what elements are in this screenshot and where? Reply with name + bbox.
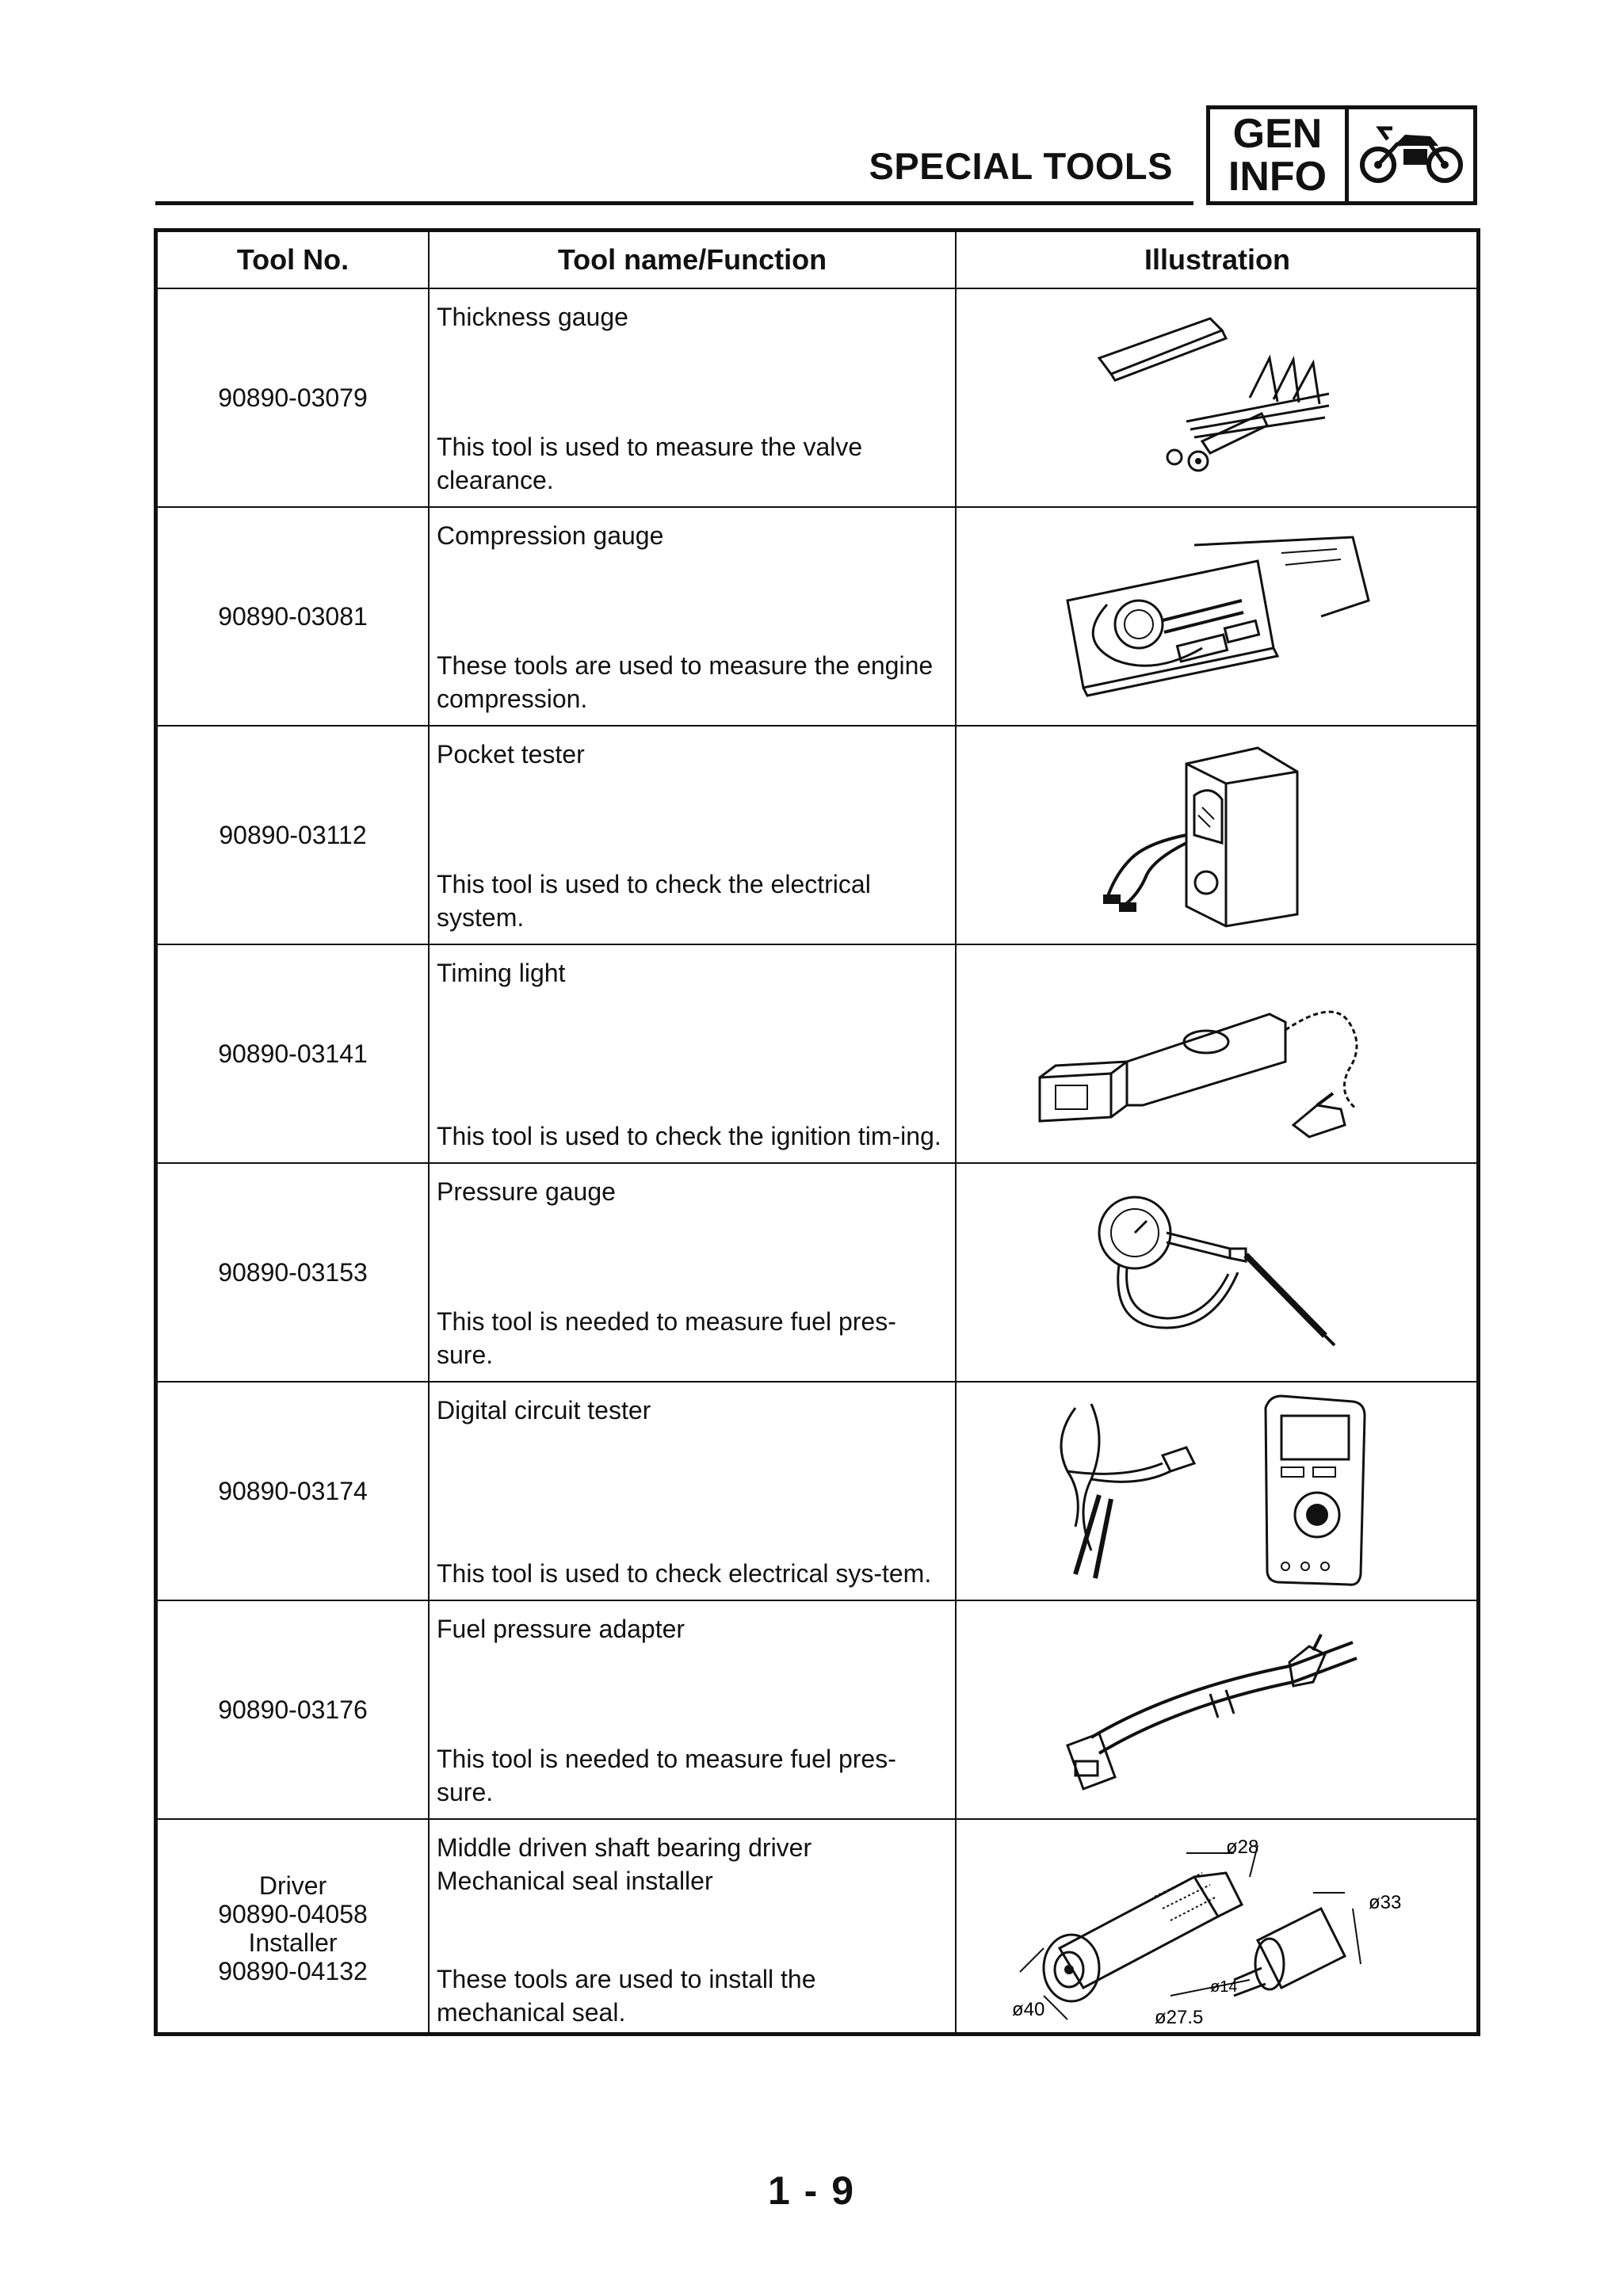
table-row <box>158 508 1476 727</box>
tool-number: 90890-03174 <box>218 1477 368 1505</box>
tool-function: These tools are used to measure the engine compression. <box>437 651 934 713</box>
tool-number: 90890-03081 <box>218 602 368 631</box>
motorcycle-icon <box>1349 109 1473 201</box>
tool-number: 90890-03112 <box>219 821 367 849</box>
section-badge <box>1206 105 1477 205</box>
tool-name-line: Middle driven shaft bearing driver <box>437 1833 812 1862</box>
tool-number: 90890-03079 <box>218 383 368 412</box>
tool-function: This tool is needed to measure fuel pres-sure. <box>437 1307 896 1369</box>
dimension-label: ø27.5 <box>1155 2007 1204 2028</box>
tool-name: Fuel pressure adapter <box>437 1615 685 1643</box>
table-row <box>158 1164 1476 1383</box>
dimension-label: ø14 <box>1210 1978 1238 1996</box>
table-row <box>158 945 1476 1164</box>
tool-number-line: 90890-04132 <box>218 1957 368 1985</box>
dimension-label: ø28 <box>1226 1836 1259 1858</box>
special-tools-table <box>154 228 1480 2036</box>
table-row <box>158 289 1476 508</box>
tool-number-line: Driver <box>258 1871 327 1900</box>
tool-number-line: Installer <box>248 1928 338 1957</box>
compression-gauge-illustration <box>958 508 1478 725</box>
column-header-tool-no: Tool No. <box>236 243 349 276</box>
tool-function: This tool is used to measure the valve clearance. <box>437 433 863 494</box>
tool-function: This tool is used to check the ignition tim-ing. <box>437 1122 941 1150</box>
table-row <box>158 1601 1476 1820</box>
tool-number <box>158 1820 428 2037</box>
table-row <box>158 1820 1476 2039</box>
tool-name: Pressure gauge <box>437 1177 616 1206</box>
badge-line-1: GEN <box>1232 111 1323 157</box>
tool-number: 90890-03176 <box>218 1695 368 1724</box>
page-title: SPECIAL TOOLS <box>869 145 1173 187</box>
tool-function: This tool is used to check electrical sys-tem. <box>437 1559 932 1588</box>
tool-name: Timing light <box>437 959 566 987</box>
tool-name-line: Mechanical seal installer <box>437 1867 713 1895</box>
badge-line-2: INFO <box>1228 154 1327 200</box>
tool-function: This tool is needed to measure fuel pres-sure. <box>437 1745 896 1806</box>
thickness-gauge-illustration <box>958 289 1478 506</box>
header-rule <box>155 201 1193 205</box>
page-number: 1 - 9 <box>767 2168 856 2213</box>
tool-number: 90890-03153 <box>218 1258 368 1287</box>
digital-circuit-tester-illustration <box>958 1383 1478 1600</box>
column-header-illustration: Illustration <box>1144 243 1290 276</box>
pressure-gauge-illustration <box>958 1164 1478 1381</box>
table-header <box>158 232 1476 289</box>
tool-name: Thickness gauge <box>437 303 628 331</box>
tool-function: This tool is used to check the electrical system. <box>437 870 871 932</box>
tool-number-line: 90890-04058 <box>218 1900 368 1928</box>
pocket-tester-illustration <box>958 727 1478 944</box>
driver-installer-illustration <box>958 1820 1478 2037</box>
timing-light-illustration <box>958 945 1478 1162</box>
dimension-label: ø33 <box>1369 1892 1402 1913</box>
table-row <box>158 1383 1476 1601</box>
tool-name: Compression gauge <box>437 521 664 550</box>
tool-name <box>437 1831 944 1897</box>
table-row <box>158 727 1476 945</box>
tool-name: Digital circuit tester <box>437 1396 651 1425</box>
badge-text <box>1210 109 1349 201</box>
fuel-pressure-adapter-illustration <box>958 1601 1478 1818</box>
tool-name: Pocket tester <box>437 740 585 769</box>
tool-number: 90890-03141 <box>218 1039 368 1068</box>
tool-function: These tools are used to install the mechanical seal. <box>437 1965 816 2027</box>
dimension-label: ø40 <box>1012 1999 1045 2020</box>
column-header-tool-name: Tool name/Function <box>557 243 827 276</box>
